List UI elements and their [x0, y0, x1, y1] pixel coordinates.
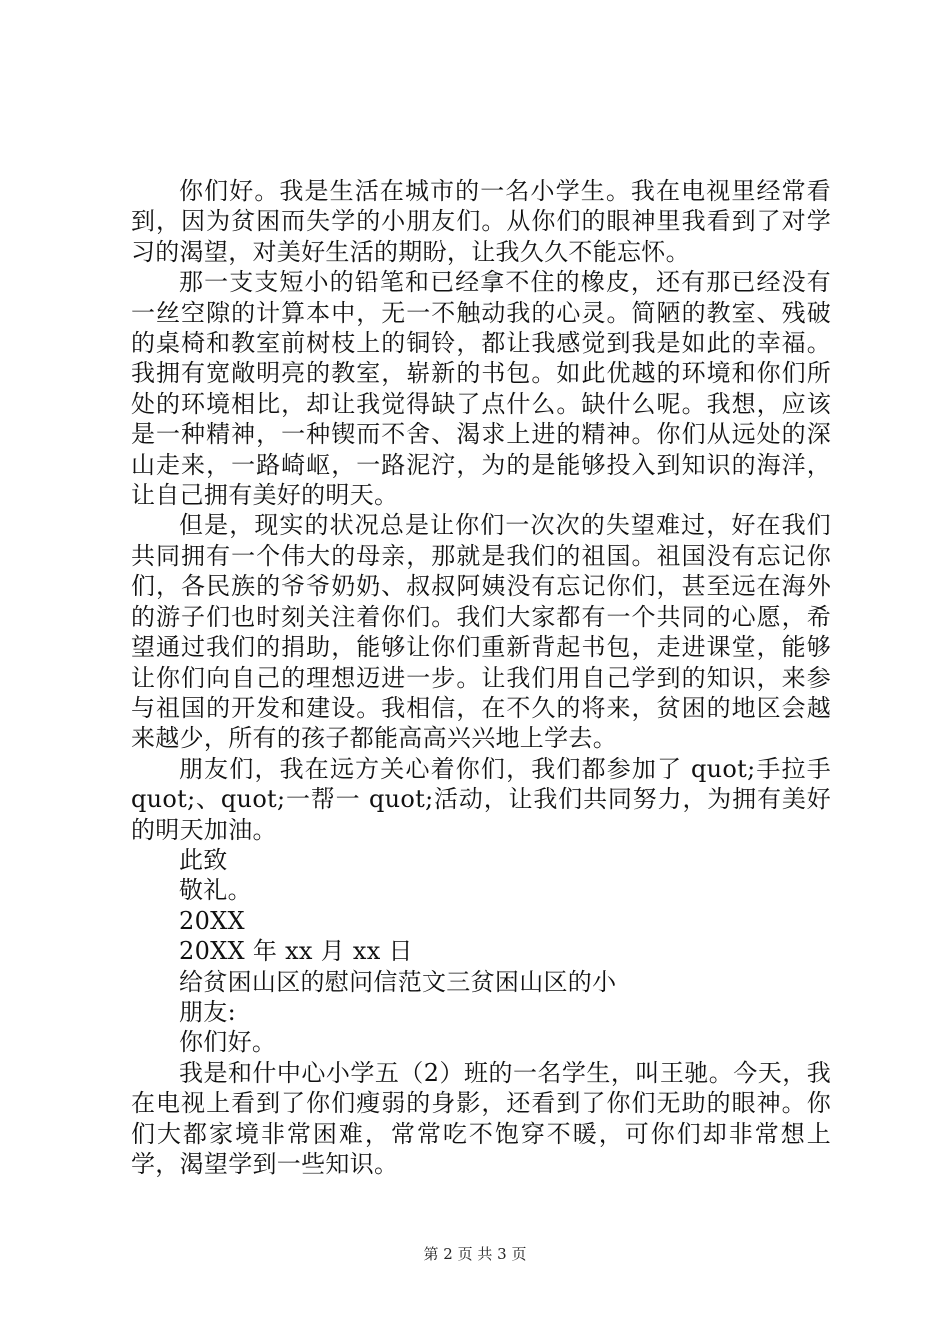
paragraph-3: 但是，现实的状况总是让你们一次次的失望难过，好在我们共同拥有一个伟大的母亲，那就是我们的祖国。祖国没有忘记你们，各民族的爷爷奶奶、叔叔阿姨没有忘记你们，甚至远在海外的游子们也时刻关注着你们。我们大家都有一个共同的心愿，希望通过我们的捐助，能够让你们重新背起书包，走进课堂，能够让你们向自己的理想迈进一步。让我们用自己学到的知识，来参与祖国的开发和建设。我相信，在不久的将来，贫困的地区会越来越少，所有的孩子都能高高兴兴地上学去。 — [131, 511, 831, 753]
greeting: 你们好。 — [179, 1028, 277, 1057]
letter-body — [131, 176, 831, 1179]
letter-date: 20XX 年 xx 月 xx 日 — [179, 937, 413, 966]
paragraph-2: 那一支支短小的铅笔和已经拿不住的橡皮，还有那已经没有一丝空隙的计算本中，无一不触动我的心灵。简陋的教室、残破的桌椅和教室前树枝上的铜铃，都让我感觉到我是如此的幸福。我拥有宽敞明亮的教室，崭新的书包。如此优越的环境和你们所处的环境相比，却让我觉得缺了点什么。缺什么呢。我想，应该是一种精神，一种锲而不舍、渴求上进的精神。你们从远处的深山走来，一路崎岖，一路泥泞，为的是能够投入到知识的海洋，让自己拥有美好的明天。 — [131, 268, 831, 510]
section-title-line-1: 给贫困山区的慰问信范文三贫困山区的小 — [179, 967, 617, 996]
closing-salutation: 此致 — [179, 845, 228, 874]
closing-regards: 敬礼。 — [179, 876, 252, 905]
paragraph-1: 你们好。我是生活在城市的一名小学生。我在电视里经常看到，因为贫困而失学的小朋友们。从你们的眼神里我看到了对学习的渴望，对美好生活的期盼，让我久久不能忘怀。 — [131, 177, 831, 266]
paragraph-5: 我是和什中心小学五（2）班的一名学生，叫王驰。今天，我在电视上看到了你们瘦弱的身影，还看到了你们无助的眼神。你们大都家境非常困难，常常吃不饱穿不暖，可你们却非常想上学，渴望学到一些知识。 — [131, 1058, 831, 1178]
signature: 20XX — [179, 906, 245, 935]
page-footer: 第 2 页 共 3 页 — [423, 1245, 527, 1263]
section-title-line-2: 朋友: — [179, 997, 236, 1026]
paragraph-4: 朋友们，我在远方关心着你们，我们都参加了 quot;手拉手 quot;、quot;一帮一 quot;活动，让我们共同努力，为拥有美好的明天加油。 — [131, 754, 831, 844]
